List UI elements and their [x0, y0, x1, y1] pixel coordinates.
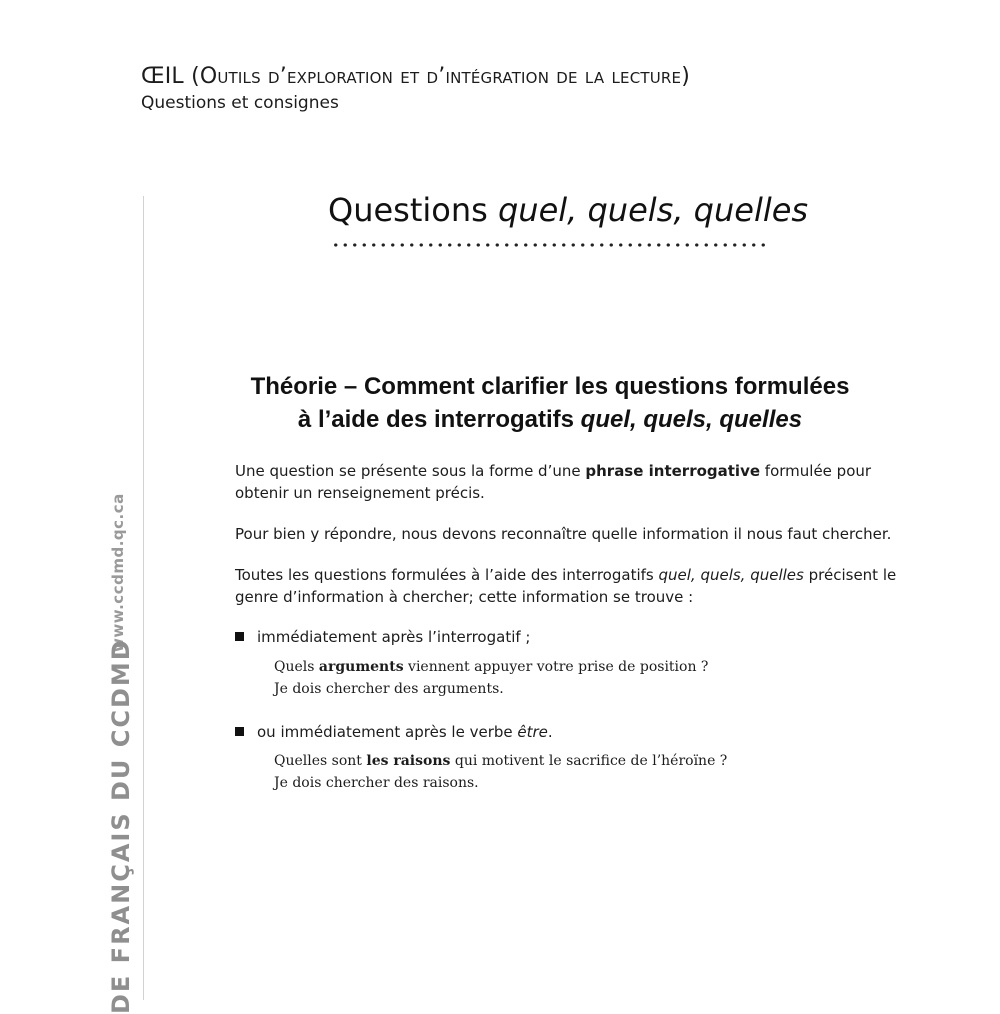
- bullet-item: [235, 721, 553, 743]
- bullet-text: immédiatement après l’interrogatif ;: [257, 628, 531, 646]
- paragraph-answer: Pour bien y répondre, nous devons reconnaître quelle information il nous faut chercher.: [235, 525, 892, 543]
- paragraph-interrogatives-post: précisent le genre d’information à chercher; cette information se trouve :: [235, 566, 897, 606]
- page-title: [328, 188, 809, 232]
- theory-heading: [200, 370, 900, 436]
- theory-heading-line1: Théorie – Comment clarifier les questions formulées: [250, 373, 850, 400]
- document-series-title: ŒIL (Outils d’exploration et d’intégration de la lecture): [141, 64, 691, 89]
- sidebar-url: www.ccdmd.qc.ca: [109, 493, 127, 652]
- document-subtitle: Questions et consignes: [141, 93, 339, 113]
- example-question: [274, 750, 894, 772]
- example-answer: Je dois chercher des arguments.: [274, 681, 504, 697]
- bullet-text-post: .: [547, 723, 553, 741]
- example-answer: Je dois chercher des raisons.: [274, 775, 479, 791]
- sidebar-brand: DE FRANÇAIS DU CCDMD: [107, 638, 135, 1014]
- example-block: [274, 656, 894, 700]
- paragraph-definition-post: formulée pour obtenir un renseignement précis.: [235, 462, 872, 502]
- example-question-pre: Quels: [274, 659, 319, 675]
- theory-heading-line2-text: à l’aide des interrogatifs: [297, 406, 581, 433]
- paragraph-definition-bold: phrase interrogative: [585, 462, 761, 480]
- paragraph-definition: [235, 460, 905, 504]
- square-bullet-icon: [235, 727, 244, 736]
- example-question-post: qui motivent le sacrifice de l’héroïne ?: [450, 753, 728, 769]
- page-title-italic: quel, quels, quelles: [497, 191, 809, 229]
- theory-heading-line2-italic: quel, quels, quelles: [580, 406, 803, 433]
- dotted-title-rule: [331, 243, 771, 247]
- example-question-bold: les raisons: [366, 753, 451, 769]
- example-question-pre: Quelles sont: [274, 753, 367, 769]
- example-question-bold: arguments: [318, 659, 404, 675]
- paragraph-definition-pre: Une question se présente sous la forme d’une: [235, 462, 586, 480]
- bullet-text: ou immédiatement après le verbe: [257, 723, 518, 741]
- sidebar-divider: [143, 196, 144, 1000]
- square-bullet-icon: [235, 632, 244, 641]
- theory-heading-line2: [200, 403, 900, 436]
- paragraph-interrogatives-pre: Toutes les questions formulées à l’aide des interrogatifs: [235, 566, 659, 584]
- bullet-item: [235, 626, 530, 648]
- paragraph-interrogatives-italic: quel, quels, quelles: [658, 566, 804, 584]
- page-title-text: Questions: [328, 191, 498, 229]
- document-header: [141, 62, 690, 114]
- paragraph-interrogatives: [235, 564, 905, 608]
- example-question-post: viennent appuyer votre prise de position ?: [403, 659, 709, 675]
- example-question: [274, 656, 894, 678]
- bullet-text-italic: être: [517, 723, 548, 741]
- example-block: [274, 750, 894, 794]
